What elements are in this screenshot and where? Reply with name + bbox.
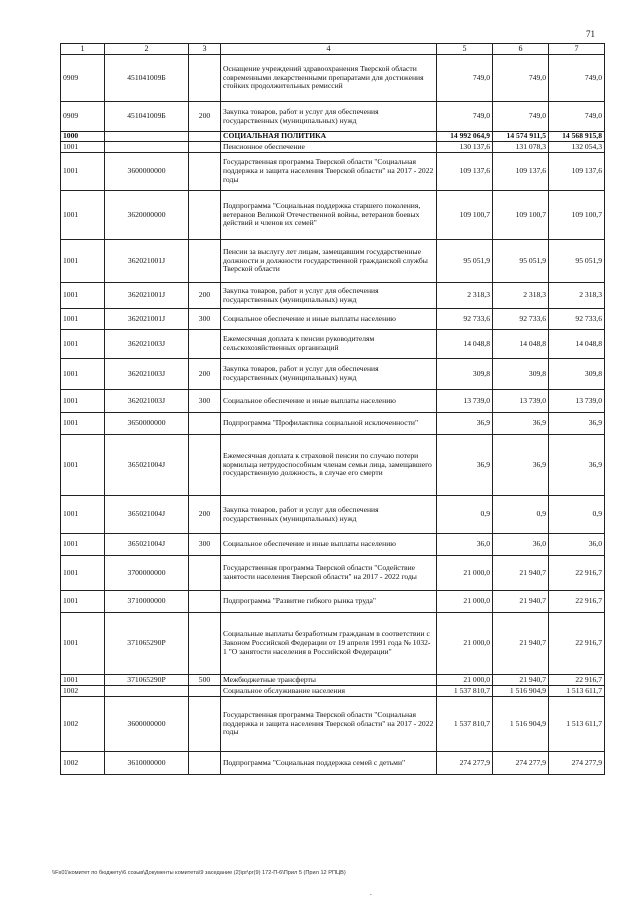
- amount-year3-cell: 22 916,7: [549, 613, 605, 675]
- target-article-cell: 365021004J: [105, 496, 189, 534]
- expense-type-cell: [189, 132, 221, 142]
- target-article-cell: 371065290P: [105, 613, 189, 675]
- amount-year3-cell: 2 318,3: [549, 283, 605, 309]
- item-name-cell: Социальное обслуживание населения: [221, 686, 437, 697]
- target-article-cell: 3620000000: [105, 191, 189, 240]
- table-row: [61, 556, 605, 591]
- section-code-cell: 1001: [61, 534, 105, 556]
- amount-year2-cell: 36,9: [493, 435, 549, 496]
- amount-year3-cell: 132 054,3: [549, 142, 605, 153]
- amount-year1-cell: 109 137,6: [437, 153, 493, 191]
- item-name-cell: Оснащение учреждений здравоохранения Тверской области современными лекарственными препаратами для достижения стойких продолжительных ремиссий: [221, 55, 437, 102]
- item-name-cell: Социальное обеспечение и иные выплаты населению: [221, 309, 437, 330]
- table-row: [61, 675, 605, 686]
- table-row: [61, 240, 605, 283]
- amount-year3-cell: 749,0: [549, 102, 605, 132]
- amount-year2-cell: 95 051,9: [493, 240, 549, 283]
- target-article-cell: 451041009Б: [105, 102, 189, 132]
- amount-year3-cell: 22 916,7: [549, 591, 605, 613]
- target-article-cell: 362021001J: [105, 309, 189, 330]
- amount-year1-cell: 92 733,6: [437, 309, 493, 330]
- target-article-cell: 362021003J: [105, 330, 189, 359]
- table-row: [61, 591, 605, 613]
- target-article-cell: 3600000000: [105, 153, 189, 191]
- expense-type-cell: [189, 591, 221, 613]
- amount-year1-cell: 13 739,0: [437, 390, 493, 413]
- item-name-cell: Государственная программа Тверской области "Содействие занятости населения Тверской области" на 2017 - 2022 годы: [221, 556, 437, 591]
- expense-type-cell: 300: [189, 534, 221, 556]
- amount-year2-cell: 2 318,3: [493, 283, 549, 309]
- amount-year2-cell: 36,0: [493, 534, 549, 556]
- expense-type-cell: [189, 697, 221, 752]
- file-path-footer: \\Fs01\комитет по бюджету\6 созыв\Документы комитета\9 заседание (2)\pr\pr(9) 172-П-6\Прил 5 (Прил 12 РПЦВ): [52, 870, 346, 876]
- table-row: [61, 390, 605, 413]
- section-code-cell: 1001: [61, 283, 105, 309]
- target-article-cell: 3600000000: [105, 697, 189, 752]
- amount-year3-cell: 309,8: [549, 359, 605, 390]
- section-code-cell: 1001: [61, 435, 105, 496]
- amount-year1-cell: 21 000,0: [437, 591, 493, 613]
- expense-type-cell: [189, 55, 221, 102]
- section-code-cell: 1001: [61, 153, 105, 191]
- amount-year3-cell: 109 100,7: [549, 191, 605, 240]
- expense-type-cell: 300: [189, 309, 221, 330]
- expense-type-cell: [189, 556, 221, 591]
- amount-year2-cell: 36,9: [493, 413, 549, 435]
- table-row: [61, 435, 605, 496]
- footer-mark: .: [370, 889, 372, 897]
- amount-year1-cell: 95 051,9: [437, 240, 493, 283]
- item-name-cell: Ежемесячная доплата к пенсии руководителям сельскохозяйственных организаций: [221, 330, 437, 359]
- section-code-cell: 1001: [61, 413, 105, 435]
- amount-year2-cell: 1 516 904,9: [493, 686, 549, 697]
- item-name-cell: Закупка товаров, работ и услуг для обеспечения государственных (муниципальных) нужд: [221, 496, 437, 534]
- section-code-cell: 0909: [61, 55, 105, 102]
- amount-year3-cell: 1 513 611,7: [549, 697, 605, 752]
- amount-year3-cell: 36,9: [549, 413, 605, 435]
- expense-type-cell: 200: [189, 359, 221, 390]
- expense-type-cell: [189, 435, 221, 496]
- section-code-cell: 1001: [61, 591, 105, 613]
- table-row: [61, 55, 605, 102]
- item-name-cell: Государственная программа Тверской области "Социальная поддержка и защита населения Тверской области" на 2017 - 2022 годы: [221, 153, 437, 191]
- header-col-6: 6: [493, 44, 549, 55]
- table-row: [61, 191, 605, 240]
- amount-year2-cell: 749,0: [493, 55, 549, 102]
- amount-year1-cell: 1 537 810,7: [437, 697, 493, 752]
- item-name-cell: Ежемесячная доплата к страховой пенсии по случаю потери кормильца нетрудоспособным членам семьи лица, замещавшего государственную должность, в случае его смерти: [221, 435, 437, 496]
- target-article-cell: 3610000000: [105, 752, 189, 775]
- table-row: [61, 330, 605, 359]
- section-code-cell: 1001: [61, 390, 105, 413]
- header-col-7: 7: [549, 44, 605, 55]
- section-code-cell: 1001: [61, 556, 105, 591]
- amount-year2-cell: 109 137,6: [493, 153, 549, 191]
- page-number: 71: [586, 29, 595, 39]
- section-code-cell: 1002: [61, 686, 105, 697]
- target-article-cell: 451041009Б: [105, 55, 189, 102]
- amount-year2-cell: 21 940,7: [493, 613, 549, 675]
- expense-type-cell: [189, 153, 221, 191]
- item-name-cell: Подпрограмма "Развитие гибкого рынка труда": [221, 591, 437, 613]
- amount-year2-cell: 274 277,9: [493, 752, 549, 775]
- amount-year2-cell: 21 940,7: [493, 675, 549, 686]
- amount-year3-cell: 1 513 611,7: [549, 686, 605, 697]
- header-col-5: 5: [437, 44, 493, 55]
- amount-year2-cell: 1 516 904,9: [493, 697, 549, 752]
- section-code-cell: 1001: [61, 613, 105, 675]
- amount-year2-cell: 749,0: [493, 102, 549, 132]
- table-row: [61, 153, 605, 191]
- amount-year3-cell: 95 051,9: [549, 240, 605, 283]
- expense-type-cell: 500: [189, 675, 221, 686]
- amount-year1-cell: 309,8: [437, 359, 493, 390]
- amount-year2-cell: 13 739,0: [493, 390, 549, 413]
- table-row: [61, 132, 605, 142]
- amount-year2-cell: 131 078,3: [493, 142, 549, 153]
- amount-year1-cell: 14 048,8: [437, 330, 493, 359]
- item-name-cell: Межбюджетные трансферты: [221, 675, 437, 686]
- expense-type-cell: 200: [189, 496, 221, 534]
- section-code-cell: 1001: [61, 142, 105, 153]
- expense-type-cell: [189, 413, 221, 435]
- amount-year1-cell: 130 137,6: [437, 142, 493, 153]
- header-col-4: 4: [221, 44, 437, 55]
- item-name-cell: Закупка товаров, работ и услуг для обеспечения государственных (муниципальных) нужд: [221, 283, 437, 309]
- table-row: [61, 413, 605, 435]
- target-article-cell: 371065290P: [105, 675, 189, 686]
- target-article-cell: 362021001J: [105, 283, 189, 309]
- section-code-cell: 0909: [61, 102, 105, 132]
- expense-type-cell: [189, 686, 221, 697]
- target-article-cell: 3700000000: [105, 556, 189, 591]
- target-article-cell: [105, 686, 189, 697]
- item-name-cell: Социальное обеспечение и иные выплаты населению: [221, 534, 437, 556]
- amount-year2-cell: 109 100,7: [493, 191, 549, 240]
- budget-table: [60, 43, 605, 775]
- expense-type-cell: 300: [189, 390, 221, 413]
- target-article-cell: 362021003J: [105, 390, 189, 413]
- table-row: [61, 359, 605, 390]
- amount-year2-cell: 309,8: [493, 359, 549, 390]
- amount-year1-cell: 1 537 810,7: [437, 686, 493, 697]
- amount-year1-cell: 274 277,9: [437, 752, 493, 775]
- amount-year1-cell: 36,9: [437, 435, 493, 496]
- expense-type-cell: [189, 613, 221, 675]
- section-code-cell: 1000: [61, 132, 105, 142]
- table-row: [61, 613, 605, 675]
- table-row: [61, 697, 605, 752]
- expense-type-cell: [189, 142, 221, 153]
- table-row: [61, 309, 605, 330]
- expense-type-cell: [189, 191, 221, 240]
- target-article-cell: 362021003J: [105, 359, 189, 390]
- item-name-cell: СОЦИАЛЬНАЯ ПОЛИТИКА: [221, 132, 437, 142]
- item-name-cell: Подпрограмма "Социальная поддержка старшего поколения, ветеранов Великой Отечественной войны, ветеранов боевых действий и членов их семей": [221, 191, 437, 240]
- table-row: [61, 752, 605, 775]
- amount-year3-cell: 14 048,8: [549, 330, 605, 359]
- amount-year1-cell: 14 992 064,9: [437, 132, 493, 142]
- table-row: [61, 686, 605, 697]
- table-row: [61, 496, 605, 534]
- amount-year2-cell: 21 940,7: [493, 556, 549, 591]
- expense-type-cell: 200: [189, 102, 221, 132]
- amount-year1-cell: 21 000,0: [437, 675, 493, 686]
- table-row: [61, 534, 605, 556]
- target-article-cell: 3650000000: [105, 413, 189, 435]
- amount-year2-cell: 14 574 911,5: [493, 132, 549, 142]
- amount-year3-cell: 13 739,0: [549, 390, 605, 413]
- amount-year1-cell: 109 100,7: [437, 191, 493, 240]
- amount-year3-cell: 22 916,7: [549, 556, 605, 591]
- section-code-cell: 1001: [61, 240, 105, 283]
- section-code-cell: 1001: [61, 309, 105, 330]
- header-col-2: 2: [105, 44, 189, 55]
- item-name-cell: Подпрограмма "Социальная поддержка семей с детьми": [221, 752, 437, 775]
- item-name-cell: Пенсионное обеспечение: [221, 142, 437, 153]
- section-code-cell: 1002: [61, 752, 105, 775]
- item-name-cell: Социальное обеспечение и иные выплаты населению: [221, 390, 437, 413]
- item-name-cell: Государственная программа Тверской области "Социальная поддержка и защита населения Тверской области" на 2017 - 2022 годы: [221, 697, 437, 752]
- target-article-cell: 362021001J: [105, 240, 189, 283]
- amount-year2-cell: 0,9: [493, 496, 549, 534]
- target-article-cell: [105, 132, 189, 142]
- section-code-cell: 1001: [61, 330, 105, 359]
- amount-year3-cell: 92 733,6: [549, 309, 605, 330]
- expense-type-cell: 200: [189, 283, 221, 309]
- amount-year1-cell: 2 318,3: [437, 283, 493, 309]
- amount-year1-cell: 36,9: [437, 413, 493, 435]
- item-name-cell: Социальные выплаты безработным гражданам в соответствии с Законом Российской Федерации от 19 апреля 1991 года № 1032-1 "О занятости населения в Российской Федерации": [221, 613, 437, 675]
- amount-year2-cell: 14 048,8: [493, 330, 549, 359]
- expense-type-cell: [189, 330, 221, 359]
- amount-year2-cell: 92 733,6: [493, 309, 549, 330]
- section-code-cell: 1002: [61, 697, 105, 752]
- amount-year1-cell: 749,0: [437, 55, 493, 102]
- table-row: [61, 283, 605, 309]
- expense-type-cell: [189, 240, 221, 283]
- header-col-3: 3: [189, 44, 221, 55]
- item-name-cell: Пенсии за выслугу лет лицам, замещавшим государственные должности и должности государственной гражданской службы Тверской области: [221, 240, 437, 283]
- amount-year1-cell: 749,0: [437, 102, 493, 132]
- amount-year1-cell: 21 000,0: [437, 613, 493, 675]
- section-code-cell: 1001: [61, 191, 105, 240]
- target-article-cell: [105, 142, 189, 153]
- amount-year3-cell: 22 916,7: [549, 675, 605, 686]
- section-code-cell: 1001: [61, 496, 105, 534]
- header-col-1: 1: [61, 44, 105, 55]
- target-article-cell: 3710000000: [105, 591, 189, 613]
- amount-year3-cell: 109 137,6: [549, 153, 605, 191]
- amount-year1-cell: 0,9: [437, 496, 493, 534]
- amount-year3-cell: 36,0: [549, 534, 605, 556]
- section-code-cell: 1001: [61, 675, 105, 686]
- amount-year3-cell: 274 277,9: [549, 752, 605, 775]
- target-article-cell: 365021004J: [105, 534, 189, 556]
- amount-year3-cell: 14 568 915,8: [549, 132, 605, 142]
- amount-year3-cell: 749,0: [549, 55, 605, 102]
- table-row: [61, 102, 605, 132]
- amount-year3-cell: 0,9: [549, 496, 605, 534]
- table-row: [61, 142, 605, 153]
- amount-year2-cell: 21 940,7: [493, 591, 549, 613]
- amount-year1-cell: 21 000,0: [437, 556, 493, 591]
- section-code-cell: 1001: [61, 359, 105, 390]
- target-article-cell: 365021004J: [105, 435, 189, 496]
- table-header-row: [61, 44, 605, 55]
- item-name-cell: Закупка товаров, работ и услуг для обеспечения государственных (муниципальных) нужд: [221, 102, 437, 132]
- amount-year1-cell: 36,0: [437, 534, 493, 556]
- item-name-cell: Подпрограмма "Профилактика социальной исключенности": [221, 413, 437, 435]
- item-name-cell: Закупка товаров, работ и услуг для обеспечения государственных (муниципальных) нужд: [221, 359, 437, 390]
- amount-year3-cell: 36,9: [549, 435, 605, 496]
- expense-type-cell: [189, 752, 221, 775]
